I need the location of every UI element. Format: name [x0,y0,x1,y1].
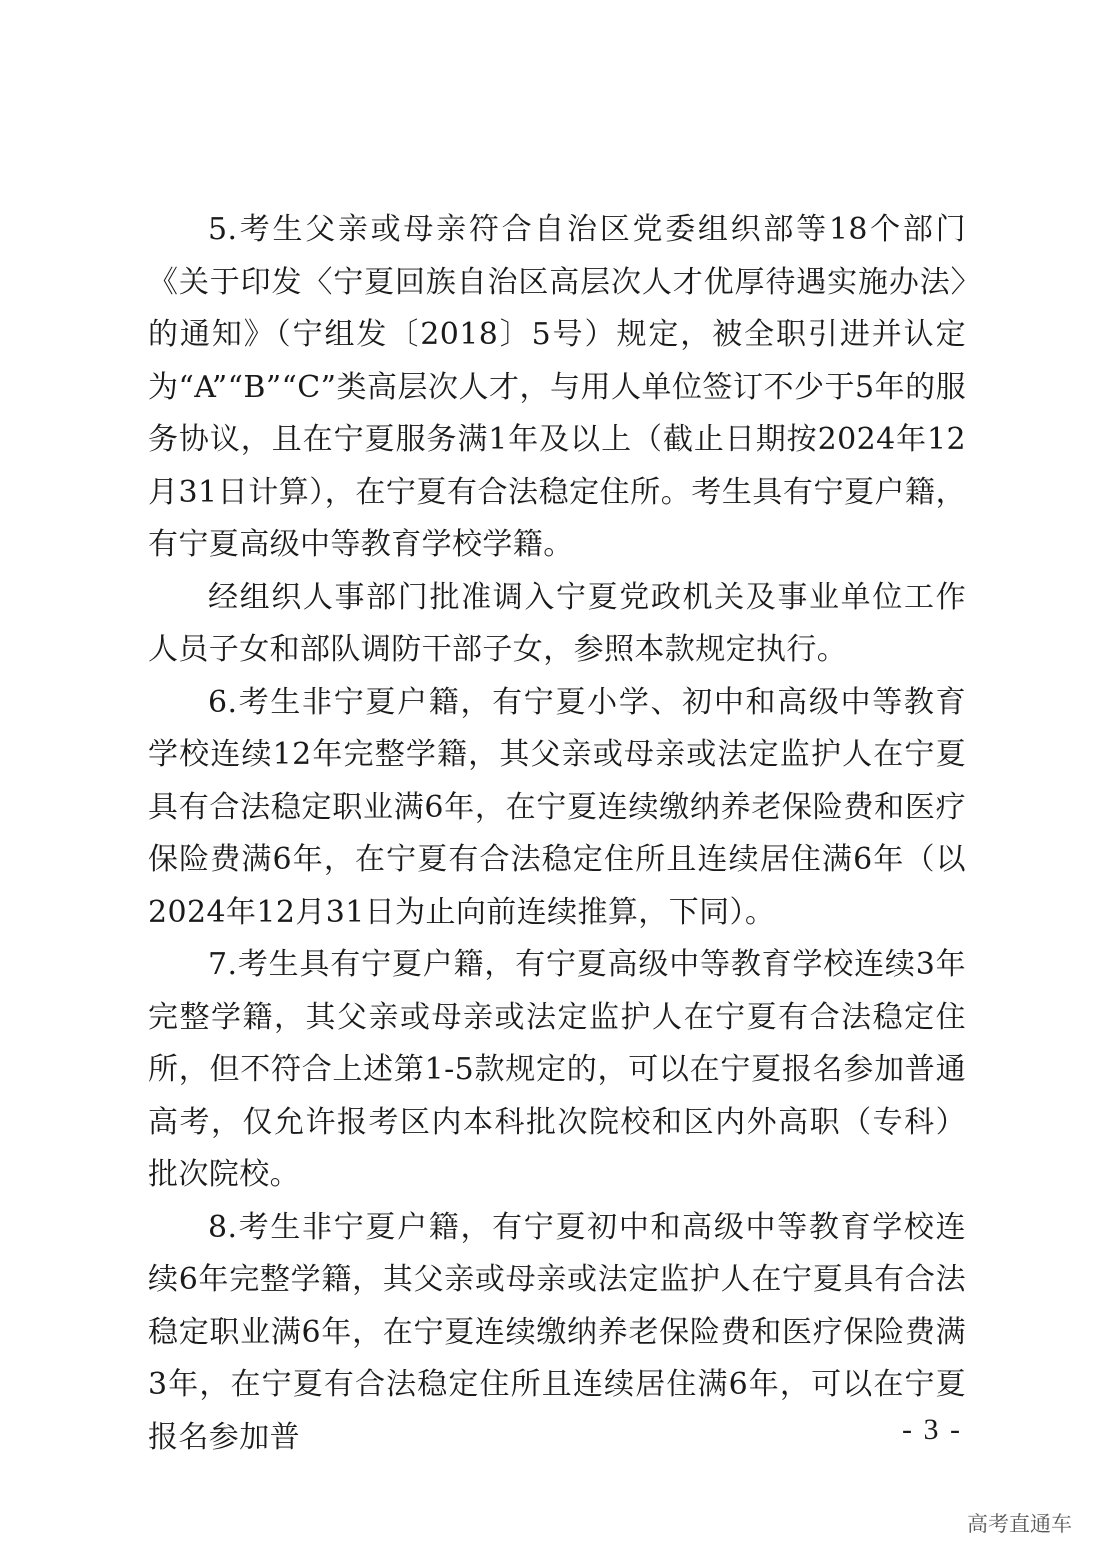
paragraph-transfer-note: 经组织人事部门批准调入宁夏党政机关及事业单位工作人员子女和部队调防干部子女，参照本款规定执行。 [148,579,966,667]
paragraph-item-5: 5.考生父亲或母亲符合自治区党委组织部等18个部门《关于印发〈宁夏回族自治区高层次人才优厚待遇实施办法〉的通知》（宁组发〔2018〕5号）规定，被全职引进并认定为“A”“B”“C”类高层次人才，与用人单位签订不少于5年的服务协议，且在宁夏服务满1年及以上（截止日期按2024年12月31日计算），在宁夏有合法稳定住所。考生具有宁夏户籍，有宁夏高级中等教育学校学籍。 [148,212,966,562]
paragraph-item-7: 7.考生具有宁夏户籍，有宁夏高级中等教育学校连续3年完整学籍，其父亲或母亲或法定监护人在宁夏有合法稳定住所，但不符合上述第1-5款规定的，可以在宁夏报名参加普通高考，仅允许报考区内本科批次院校和区内外高职（专科）批次院校。 [148,947,966,1192]
watermark-text: 高考直通车 [967,1512,1072,1536]
page-number: - 3 - [902,1413,962,1446]
paragraph-item-6: 6.考生非宁夏户籍，有宁夏小学、初中和高级中等教育学校连续12年完整学籍，其父亲或母亲或法定监护人在宁夏具有合法稳定职业满6年，在宁夏连续缴纳养老保险费和医疗保险费满6年，在宁夏有合法稳定住所且连续居住满6年（以2024年12月31日为止向前连续推算，下同）。 [148,684,966,930]
document-body [148,204,966,1464]
paragraph-item-8: 8.考生非宁夏户籍，有宁夏初中和高级中等教育学校连续6年完整学籍，其父亲或母亲或法定监护人在宁夏具有合法稳定职业满6年，在宁夏连续缴纳养老保险费和医疗保险费满3年，在宁夏有合法稳定住所且连续居住满6年，可以在宁夏报名参加普 [148,1209,966,1455]
